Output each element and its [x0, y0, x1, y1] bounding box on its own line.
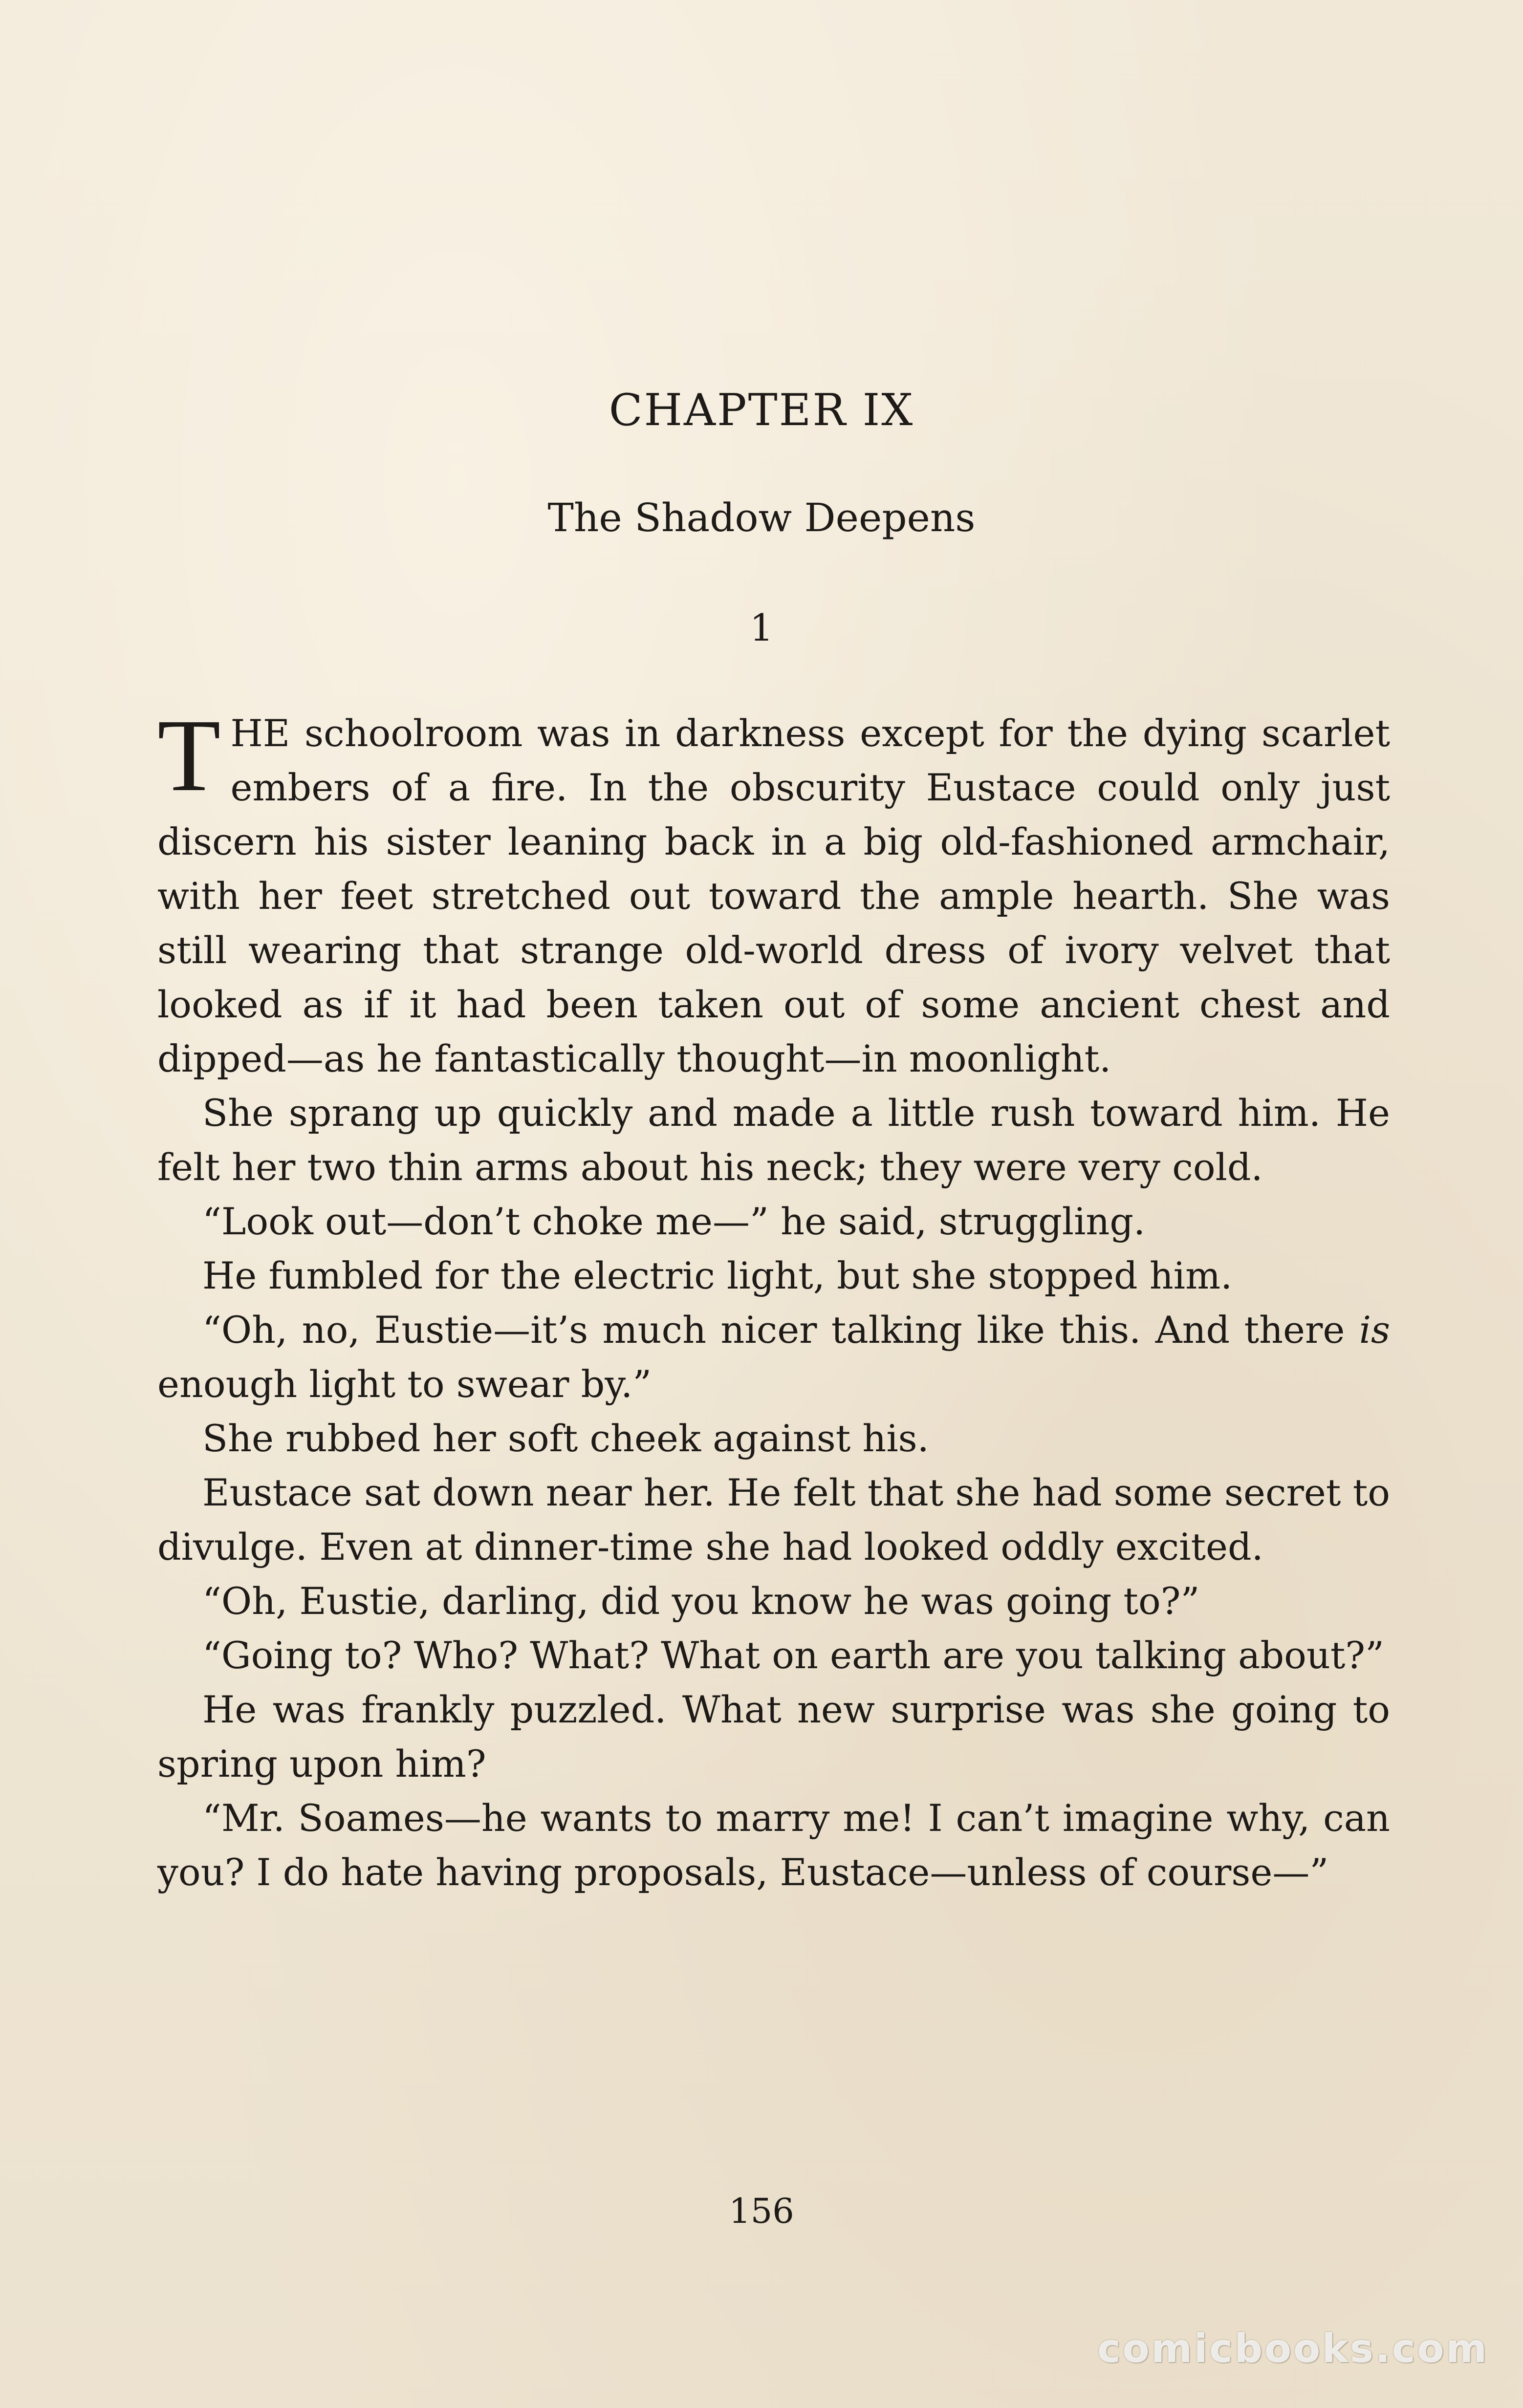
watermark: comicbooks.com — [1097, 2326, 1489, 2371]
paragraph-text: HE schoolroom was in darkness except for the dying scarlet embers of a fire. In the obscurity Eustace could only just discern his sister leaning back in a big old-fashioned armchair, with her feet stretched out toward the ample hearth. She was still wearing that strange old-world dress of ivory velvet that looked as if it had been taken out of some ancient chest and dipped—as he fantastically thought—in moonlight. — [157, 711, 1390, 1080]
paragraph-9: “Going to? Who? What? What on earth are you talking about?” — [202, 1634, 1384, 1677]
page-number: 156 — [729, 2191, 794, 2231]
chapter-subtitle: The Shadow Deepens — [547, 495, 976, 540]
paragraph-11: “Mr. Soames—he wants to marry me! I can’t imagine why, can you? I do hate having proposals, Eustace—unless of course—” — [157, 1796, 1390, 1894]
paragraph-text: “Oh, no, Eustie—it’s much nicer talking like this. And there — [202, 1308, 1359, 1352]
section-number: 1 — [749, 606, 774, 649]
paragraph-6: She rubbed her soft cheek against his. — [202, 1417, 929, 1460]
paragraph-1 — [157, 698, 1390, 1086]
paragraph-5 — [157, 1303, 1390, 1411]
paragraph-3: “Look out—don’t choke me—” he said, struggling. — [202, 1200, 1146, 1243]
paragraph-10: He was frankly puzzled. What new surprise was she going to spring upon him? — [157, 1688, 1390, 1785]
paragraph-4: He fumbled for the electric light, but she stopped him. — [202, 1254, 1233, 1297]
paragraph-7: Eustace sat down near her. He felt that she had some secret to divulge. Even at dinner-time she had looked oddly excited. — [157, 1471, 1390, 1569]
paragraph-8: “Oh, Eustie, darling, did you know he was going to?” — [202, 1579, 1200, 1623]
chapter-heading: CHAPTER IX — [609, 385, 914, 436]
paragraph-text: enough light to swear by.” — [157, 1362, 652, 1406]
paragraph-2: She sprang up quickly and made a little rush toward him. He felt her two thin arms about his neck; they were very cold. — [157, 1091, 1390, 1189]
emphasis-text: is — [1359, 1308, 1390, 1352]
drop-cap: T — [157, 698, 221, 813]
body-text — [157, 698, 1390, 1899]
